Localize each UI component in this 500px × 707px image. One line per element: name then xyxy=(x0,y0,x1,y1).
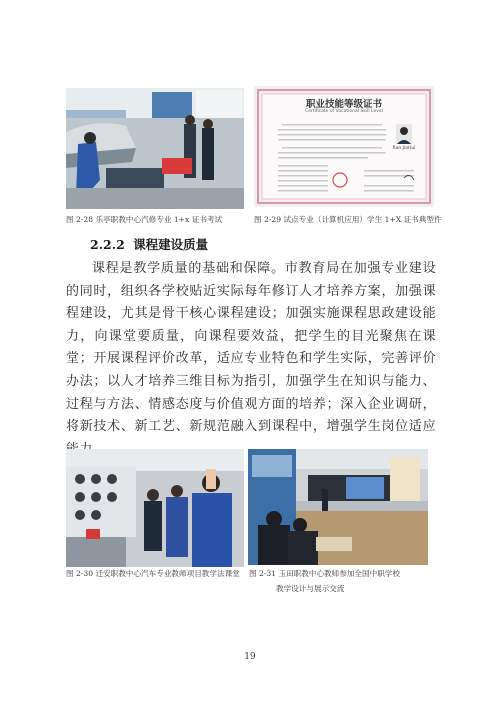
figure-caption: 图 2-28 乐亭职教中心汽修专业 1+x 证书考试 xyxy=(66,215,223,224)
page-number: 19 xyxy=(244,652,256,662)
photo-teaching-design-exchange xyxy=(248,449,428,565)
figure-caption: 图 2-29 试点专业（计算机应用）学生 1+X 证书典型件 xyxy=(254,215,442,224)
certificate-title: 职业技能等级证书 xyxy=(305,99,382,110)
section-title: 课程建设质量 xyxy=(133,237,209,252)
figure-caption: 图 2-30 迁安职教中心汽车专业教师项目教学法课堂 xyxy=(66,569,240,578)
certificate-subtitle: Certificate of Vocational Skill Level xyxy=(305,109,383,114)
section-heading xyxy=(90,235,208,253)
body-paragraph: 课程是教学质量的基础和保障。市教育局在加强专业建设的同时，组织各学校贴近实际每年修订人才培养方案，加强课程建设，尤其是骨干核心课程建设；加强实施课程思政建设能力，向课堂要质量，向课程要效益，把学生的目光聚焦在课堂；开展课程评价改革，适应专业特色和学生实际，完善评价办法；以人才培养三维目标为指引，加强学生在知识与能力、过程与方法、情感态度与价值观方面的培养；深入企业调研，将新技术、新工艺、新规范融入到课程中，增强学生岗位适应 xyxy=(66,261,436,435)
photo-car-repair-exam xyxy=(66,88,244,209)
figure-caption: 图 2-31 玉田职教中心教师参加全国中职学校 xyxy=(249,569,400,578)
figure-caption-continued: 教学设计与展示交流 xyxy=(276,584,345,593)
certificate-holder-name: Ran JiaHui xyxy=(392,146,416,151)
photo-vocational-certificate xyxy=(254,86,434,207)
section-number: 2.2.2 xyxy=(90,237,125,252)
photo-auto-teaching-class xyxy=(66,449,244,567)
